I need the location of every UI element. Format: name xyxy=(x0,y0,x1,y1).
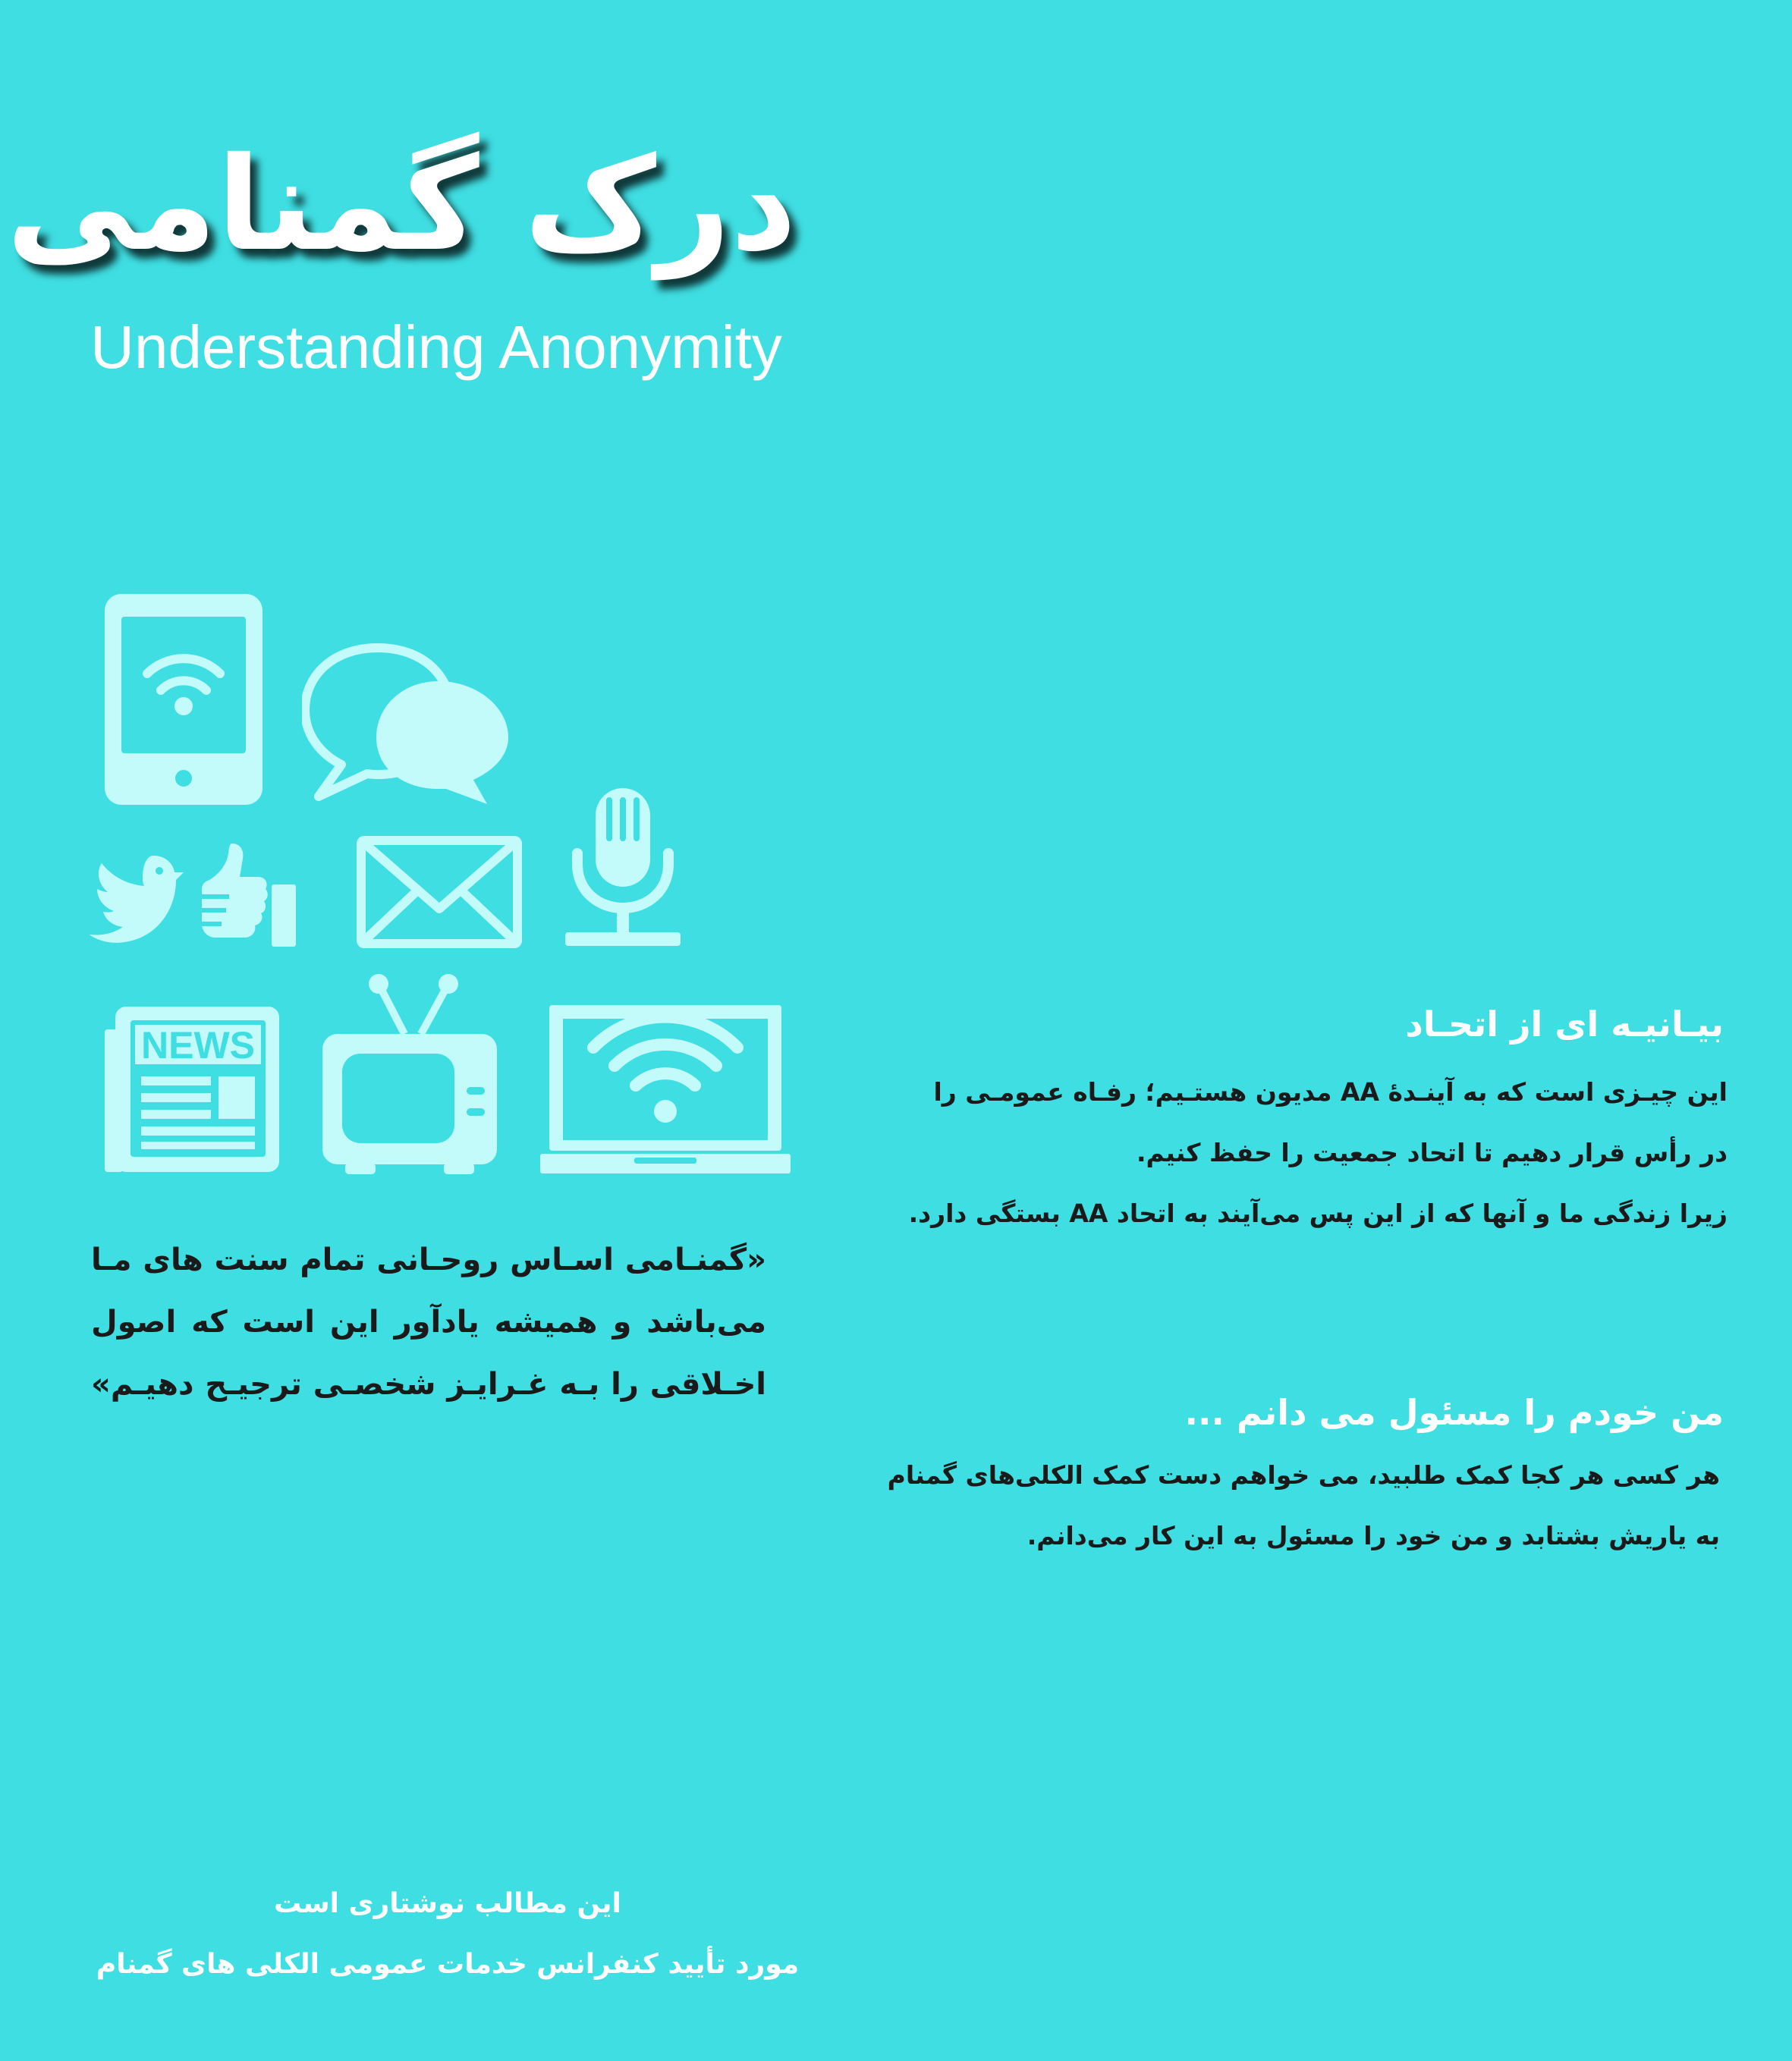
paragraph-line: هر کسی هر کجا کمک طلبید، می خواهم دست کمک الکلی‌های گمنام xyxy=(887,1460,1720,1490)
paragraph-line: این چیـزی است که به آینـدۀ AA مدیون هستـیم؛ رفـاه عمومـی را xyxy=(933,1077,1728,1107)
newspaper-label: NEWS xyxy=(141,1024,255,1067)
approval-footer xyxy=(76,1874,819,1995)
bird-icon xyxy=(90,848,184,945)
footer-line: این مطالب نوشتاری است xyxy=(274,1888,621,1919)
thumbs-up-icon xyxy=(199,842,297,947)
paragraph-line: در رأس قرار دهیم تا اتحاد جمعیت را حفظ کنیم. xyxy=(1136,1138,1728,1167)
responsibility-heading: من خودم را مسئول می دانم ... xyxy=(1184,1392,1724,1433)
tablet-wifi-icon xyxy=(105,594,263,805)
chat-bubbles-icon xyxy=(302,643,511,804)
page-subtitle: Understanding Anonymity xyxy=(90,313,782,381)
envelope-icon xyxy=(357,836,522,948)
television-icon xyxy=(322,973,497,1174)
newspaper-icon xyxy=(105,1007,279,1172)
paragraph-line: به یاریش بشتابد و من خود را مسئول به این کار می‌دانم. xyxy=(1026,1521,1720,1550)
unity-statement-body xyxy=(908,1062,1728,1244)
quote-line: می‌باشد و همیشه یادآور این است که اصول xyxy=(91,1305,766,1340)
responsibility-body xyxy=(887,1445,1720,1566)
quote-line: اخـلاقی را بـه غـرایـز شخصـی ترجیـح دهیـم» xyxy=(91,1367,766,1402)
unity-statement-heading: بیـانیـه ای از اتحـاد xyxy=(1405,1004,1724,1045)
paragraph-line: زیرا زندگی ما و آنها که از این پس می‌آیند به اتحاد AA بستگی دارد. xyxy=(908,1199,1728,1228)
laptop-wifi-icon xyxy=(540,1005,791,1173)
footer-line: مورد تأیید کنفرانس خدمات عمومی الکلی های گمنام xyxy=(96,1949,800,1980)
page-title: درک گمنامی xyxy=(6,130,797,280)
quote-block xyxy=(91,1229,766,1415)
quote-line: «گمنـامی اسـاس روحـانی تمام سنت های مـا xyxy=(91,1243,766,1277)
microphone-icon xyxy=(565,785,681,948)
